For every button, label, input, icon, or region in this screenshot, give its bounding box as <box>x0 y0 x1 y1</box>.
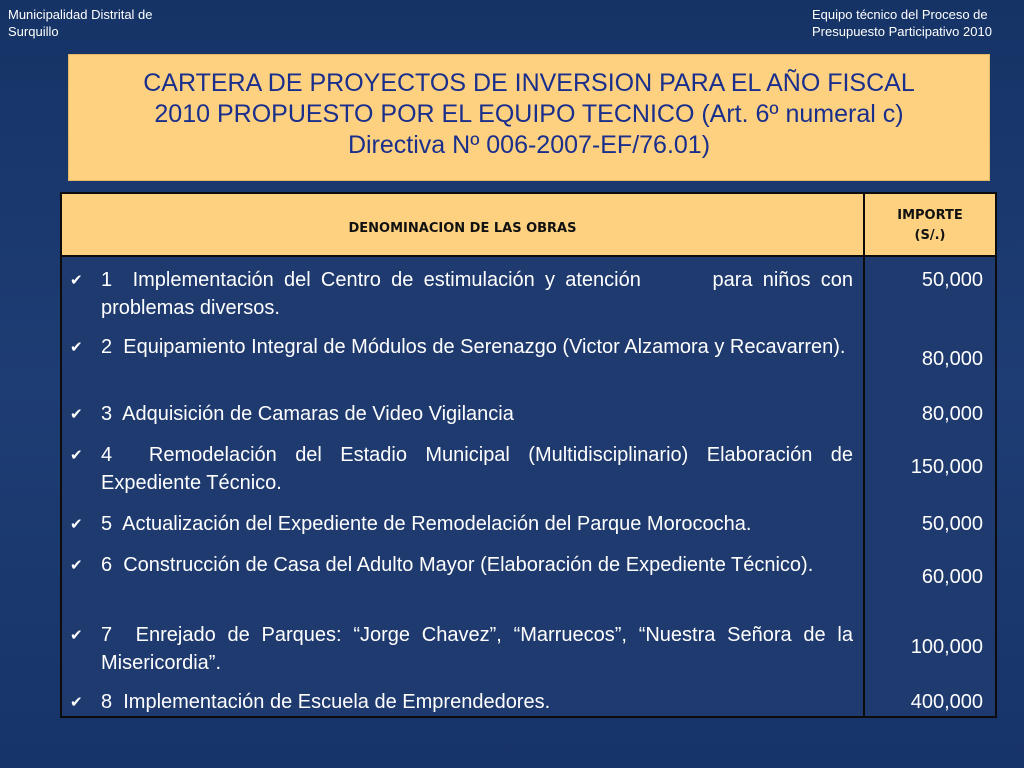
column-header-name: DENOMINACION DE LAS OBRAS <box>62 194 865 255</box>
header-organization <box>8 6 228 40</box>
column-header-amount <box>865 194 995 255</box>
checkmark-icon: ✔ <box>70 405 83 423</box>
project-description: 6 Construcción de Casa del Adulto Mayor (Elaboración de Expediente Técnico). <box>101 554 814 576</box>
column-divider <box>863 257 865 716</box>
table-header <box>62 194 995 257</box>
column-header-amount-line2: (S/.) <box>914 228 946 243</box>
checkmark-icon: ✔ <box>70 626 83 644</box>
column-header-amount-line1: IMPORTE <box>897 208 963 223</box>
title-line1: CARTERA DE PROYECTOS DE INVERSION PARA EL AÑO FISCAL <box>143 69 915 97</box>
project-description: 7 Enrejado de Parques: “Jorge Chavez”, “Marruecos”, “Nuestra Señora de la Misericordia”. <box>101 624 859 674</box>
header-org-line1: Municipalidad Distrital de <box>8 7 153 22</box>
project-amount: 150,000 <box>910 456 983 478</box>
project-amount: 50,000 <box>921 269 983 291</box>
project-description: 8 Implementación de Escuela de Emprendedores. <box>101 691 551 713</box>
project-amount: 100,000 <box>910 636 983 658</box>
project-description: 4 Remodelación del Estadio Municipal (Multidisciplinario) Elaboración de Expediente Técnico. <box>101 444 859 494</box>
title-line3: Directiva Nº 006-2007-EF/76.01) <box>347 131 711 159</box>
checkmark-icon: ✔ <box>70 693 83 711</box>
checkmark-icon: ✔ <box>70 338 83 356</box>
checkmark-icon: ✔ <box>70 271 83 289</box>
checkmark-icon: ✔ <box>70 515 83 533</box>
project-amount: 80,000 <box>921 403 983 425</box>
project-description: 2 Equipamiento Integral de Módulos de Serenazgo (Victor Alzamora y Recavarren). <box>101 336 846 358</box>
project-amount: 50,000 <box>921 513 983 535</box>
project-description: 3 Adquisición de Camaras de Video Vigilancia <box>101 403 514 425</box>
project-description: 1 Implementación del Centro de estimulación y atención para niños con problemas diversos. <box>101 269 859 319</box>
checkmark-icon: ✔ <box>70 556 83 574</box>
checkmark-icon: ✔ <box>70 446 83 464</box>
projects-table <box>60 192 997 718</box>
slide-title <box>68 54 990 181</box>
project-amount: 400,000 <box>910 691 983 713</box>
header-org-line2: Surquillo <box>8 24 59 39</box>
header-team <box>812 6 1008 40</box>
project-amount: 80,000 <box>921 348 983 370</box>
project-amount: 60,000 <box>921 566 983 588</box>
project-description: 5 Actualización del Expediente de Remodelación del Parque Morococha. <box>101 513 752 535</box>
title-line2: 2010 PROPUESTO POR EL EQUIPO TECNICO (Art. 6º numeral c) <box>154 100 904 128</box>
header-team-line2: Presupuesto Participativo 2010 <box>812 24 992 39</box>
header-team-line1: Equipo técnico del Proceso de <box>812 7 988 22</box>
